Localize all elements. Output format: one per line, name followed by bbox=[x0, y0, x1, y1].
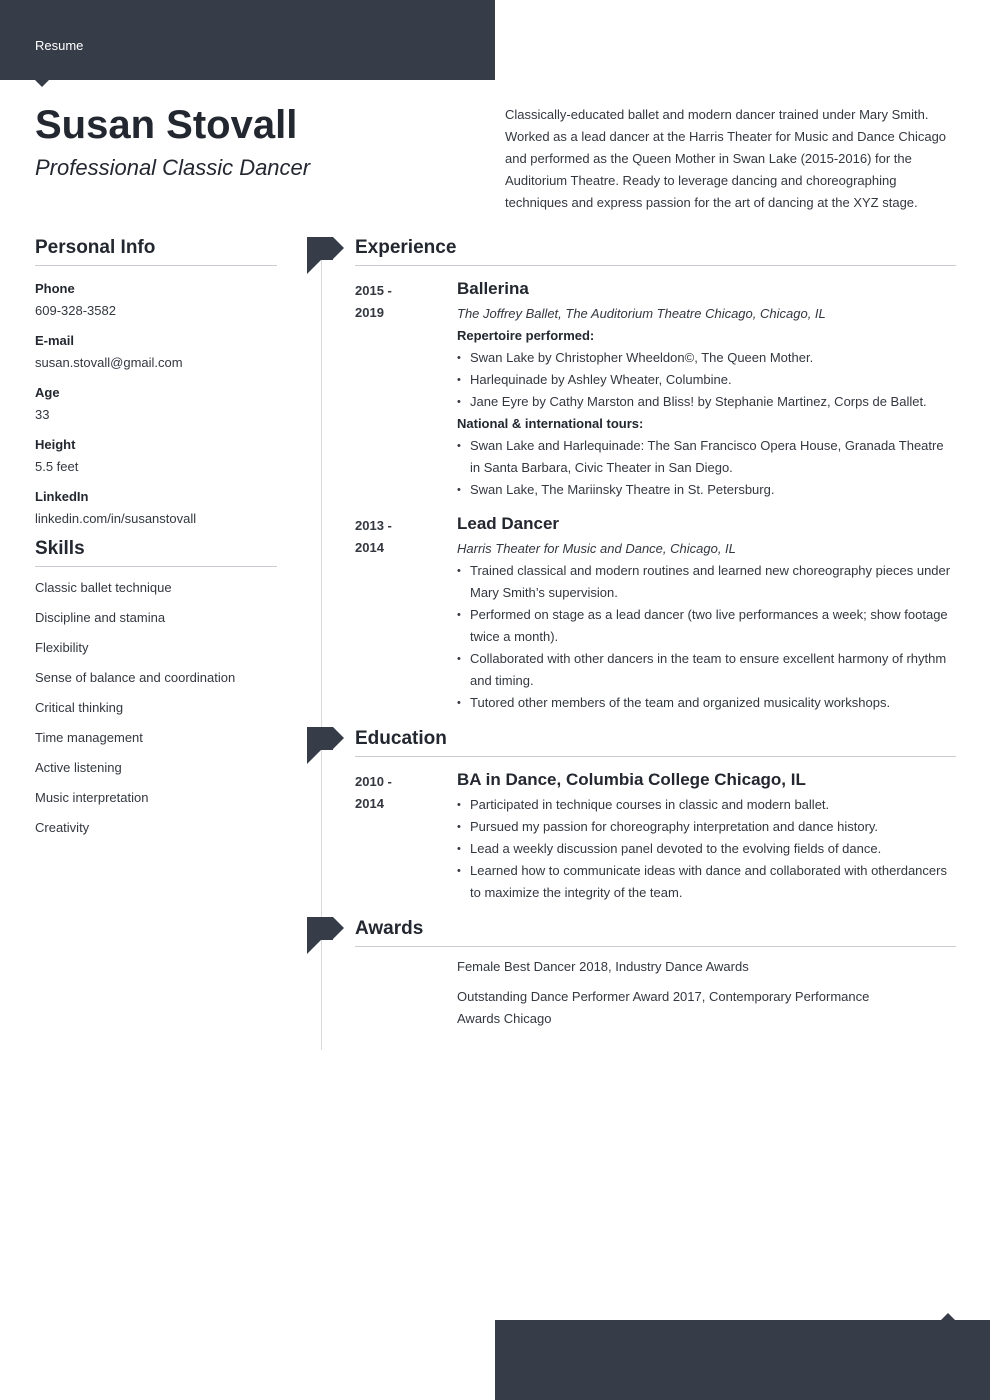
personal-info-list bbox=[35, 266, 277, 530]
entry-title: Ballerina bbox=[457, 279, 529, 298]
skill-item: Critical thinking bbox=[35, 700, 124, 715]
bullet-list bbox=[457, 347, 956, 413]
experience-section bbox=[355, 237, 956, 714]
education-flag-icon bbox=[307, 727, 344, 764]
left-column bbox=[35, 237, 277, 847]
awards-heading: Awards bbox=[355, 918, 956, 947]
bullet-item: • Lead a weekly discussion panel devoted to the evolving fields of dance. bbox=[457, 838, 956, 860]
bullet-item: • Trained classical and modern routines and learned new choreography pieces under Mary Smith’s supervision. bbox=[457, 560, 956, 604]
bullet-item: • Learned how to communicate ideas with dance and collaborated with otherdancers to maximize the integrity of the team. bbox=[457, 860, 956, 904]
entry-subheading: Repertoire performed: bbox=[457, 328, 595, 343]
skill-item: Time management bbox=[35, 730, 143, 745]
date-start: 2013 - bbox=[355, 518, 392, 533]
header-band bbox=[0, 0, 495, 80]
info-value: 609-328-3582 bbox=[35, 303, 116, 318]
experience-entry bbox=[355, 278, 956, 501]
info-label: LinkedIn bbox=[35, 489, 89, 504]
info-value: 33 bbox=[35, 407, 50, 422]
skill-item: Music interpretation bbox=[35, 790, 149, 805]
bullet-item: • Swan Lake by Christopher Wheeldon©, The Queen Mother. bbox=[457, 347, 956, 369]
bullet-list bbox=[457, 794, 956, 904]
candidate-name: Susan Stovall bbox=[35, 103, 298, 147]
entry-company: Harris Theater for Music and Dance, Chicago, IL bbox=[457, 541, 736, 556]
right-column bbox=[355, 237, 956, 1044]
date-end: 2014 bbox=[355, 796, 384, 811]
info-phone bbox=[35, 278, 277, 322]
info-label: Phone bbox=[35, 281, 75, 296]
skill-item: Classic ballet technique bbox=[35, 580, 172, 595]
entry-date bbox=[355, 280, 445, 324]
info-linkedin bbox=[35, 486, 277, 530]
header-notch bbox=[35, 80, 49, 87]
bullet-item: • Participated in technique courses in classic and modern ballet. bbox=[457, 794, 956, 816]
date-end: 2014 bbox=[355, 540, 384, 555]
skill-item: Flexibility bbox=[35, 640, 89, 655]
date-end: 2019 bbox=[355, 305, 384, 320]
personal-info-heading: Personal Info bbox=[35, 237, 277, 266]
bullet-item: • Jane Eyre by Cathy Marston and Bliss! by Stephanie Martinez, Corps de Ballet. bbox=[457, 391, 956, 413]
awards-list bbox=[355, 947, 956, 1030]
education-heading: Education bbox=[355, 728, 956, 757]
info-value: 5.5 feet bbox=[35, 459, 79, 474]
awards-flag-icon bbox=[307, 917, 344, 954]
bullet-list bbox=[457, 435, 956, 501]
entry-company: The Joffrey Ballet, The Auditorium Theatre Chicago, Chicago, IL bbox=[457, 306, 826, 321]
bullet-list bbox=[457, 560, 956, 714]
summary: Classically-educated ballet and modern dancer trained under Mary Smith. Worked as a lead dancer at the Harris Theater for Music and Dance Chicago and performed as the Queen Mother in Swan Lake (2015-2016) for the Auditorium Theatre. Ready to leverage dancing and choreographing techniques and express passion for the art of dancing at the XYZ stage. bbox=[505, 107, 947, 210]
experience-heading: Experience bbox=[355, 237, 956, 266]
bullet-item: • Pursued my passion for choreography interpretation and dance history. bbox=[457, 816, 956, 838]
entry-title: Lead Dancer bbox=[457, 514, 560, 533]
skills-list bbox=[35, 567, 277, 839]
experience-flag-icon bbox=[307, 237, 344, 274]
skill-item: Active listening bbox=[35, 760, 122, 775]
award-item: Female Best Dancer 2018, Industry Dance Awards bbox=[457, 959, 749, 974]
date-start: 2015 - bbox=[355, 283, 392, 298]
skill-item: Creativity bbox=[35, 820, 90, 835]
award-item: Outstanding Dance Performer Award 2017, Contemporary Performance Awards Chicago bbox=[457, 989, 870, 1026]
resume-label: Resume bbox=[35, 38, 84, 53]
bullet-item: • Collaborated with other dancers in the team to ensure excellent harmony of rhythm and timing. bbox=[457, 648, 956, 692]
footer-band bbox=[495, 1320, 990, 1400]
awards-section bbox=[355, 918, 956, 1030]
education-entry bbox=[355, 769, 956, 904]
skill-item: Discipline and stamina bbox=[35, 610, 166, 625]
bullet-item: • Tutored other members of the team and organized musicality workshops. bbox=[457, 692, 956, 714]
footer-notch bbox=[941, 1313, 955, 1320]
job-title: Professional Classic Dancer bbox=[35, 155, 311, 180]
education-section bbox=[355, 728, 956, 904]
bullet-item: • Swan Lake, The Mariinsky Theatre in St. Petersburg. bbox=[457, 479, 956, 501]
info-height bbox=[35, 434, 277, 478]
info-label: Age bbox=[35, 385, 60, 400]
skill-item: Sense of balance and coordination bbox=[35, 670, 236, 685]
info-value: linkedin.com/in/susanstovall bbox=[35, 511, 197, 526]
info-age bbox=[35, 382, 277, 426]
entry-subheading: National & international tours: bbox=[457, 416, 644, 431]
bullet-item: • Swan Lake and Harlequinade: The San Francisco Opera House, Granada Theatre in Santa Barbara, Civic Theater in San Diego. bbox=[457, 435, 956, 479]
bullet-item: • Harlequinade by Ashley Wheater, Columbine. bbox=[457, 369, 956, 391]
skills-heading: Skills bbox=[35, 538, 277, 567]
entry-date bbox=[355, 515, 445, 559]
entry-title: BA in Dance, Columbia College Chicago, IL bbox=[457, 770, 806, 789]
info-label: E-mail bbox=[35, 333, 75, 348]
experience-entry bbox=[355, 513, 956, 714]
entry-date bbox=[355, 771, 445, 815]
bullet-item: • Performed on stage as a lead dancer (two live performances a week; show footage twice a month). bbox=[457, 604, 956, 648]
info-email bbox=[35, 330, 277, 374]
info-value: susan.stovall@gmail.com bbox=[35, 355, 183, 370]
date-start: 2010 - bbox=[355, 774, 392, 789]
info-label: Height bbox=[35, 437, 76, 452]
